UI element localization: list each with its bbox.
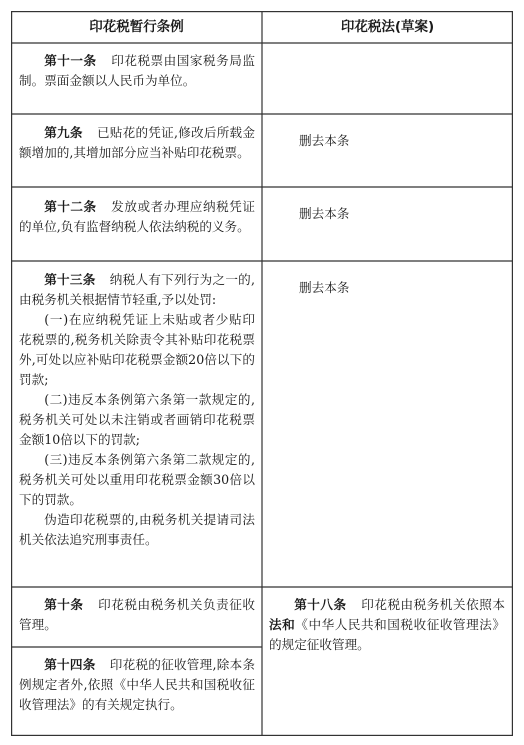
row4-right: 删去本条 <box>299 280 350 295</box>
row2-right: 删去本条 <box>299 133 350 148</box>
article-text-pre: 印花税由税务机关依照本 <box>360 597 506 612</box>
row5-left <box>19 595 255 635</box>
row4-left <box>19 270 255 550</box>
clause-1: (一)在应纳税凭证上未贴或者少贴印花税票的,税务机关除责令其补贴印花税票外,可处以应补贴印花税票金额20倍以下的罚款; <box>19 312 255 387</box>
article-text: 纳税人有下列行为之一的,由税务机关根据情节轻重,予以处罚: <box>19 272 255 307</box>
article-label: 第十一条 <box>44 53 97 68</box>
article-label: 第九条 <box>44 125 83 140</box>
article-label: 第十三条 <box>44 272 96 287</box>
article-text: 已贴花的凭证,修改后所载金额增加的,其增加部分应当补贴印花税票。 <box>19 125 255 160</box>
article-label: 第十条 <box>44 597 84 612</box>
clause-3: (三)违反本条例第六条第二款规定的,税务机关可处以重用印花税票金额30倍以下的罚款。 <box>19 452 255 507</box>
article-text: 印花税的征收管理,除本条例规定者外,依照《中华人民共和国税收征收管理法》的有关规定执行。 <box>19 657 255 712</box>
clause-4: 伪造印花税票的,由税务机关提请司法机关依法追究刑事责任。 <box>19 512 255 547</box>
header-col1: 印花税暂行条例 <box>89 19 184 35</box>
row3-left <box>19 197 255 237</box>
row6-left <box>19 655 255 715</box>
article-label: 第十二条 <box>44 199 97 214</box>
comparison-table <box>11 11 513 736</box>
row3-right: 删去本条 <box>299 206 350 221</box>
article-text: 印花税票由国家税务局监制。票面金额以人民币为单位。 <box>19 53 256 88</box>
row56-right <box>269 595 505 655</box>
header-col2: 印花税法(草案) <box>340 19 435 35</box>
row2-left <box>19 123 255 163</box>
article-text-post: 《中华人民共和国税收征收管理法》的规定征收管理。 <box>269 617 506 652</box>
row1-left <box>19 51 255 91</box>
clause-2: (二)违反本条例第六条第一款规定的,税务机关可处以未注销或者画销印花税票金额10倍以下的罚款; <box>19 392 255 447</box>
article-text: 印花税由税务机关负责征收管理。 <box>19 597 256 632</box>
article-text: 发放或者办理应纳税凭证的单位,负有监督纳税人依法纳税的义务。 <box>19 199 256 234</box>
article-text-bold: 法和 <box>269 617 296 632</box>
article-label: 第十八条 <box>294 597 347 612</box>
article-label: 第十四条 <box>44 657 96 672</box>
